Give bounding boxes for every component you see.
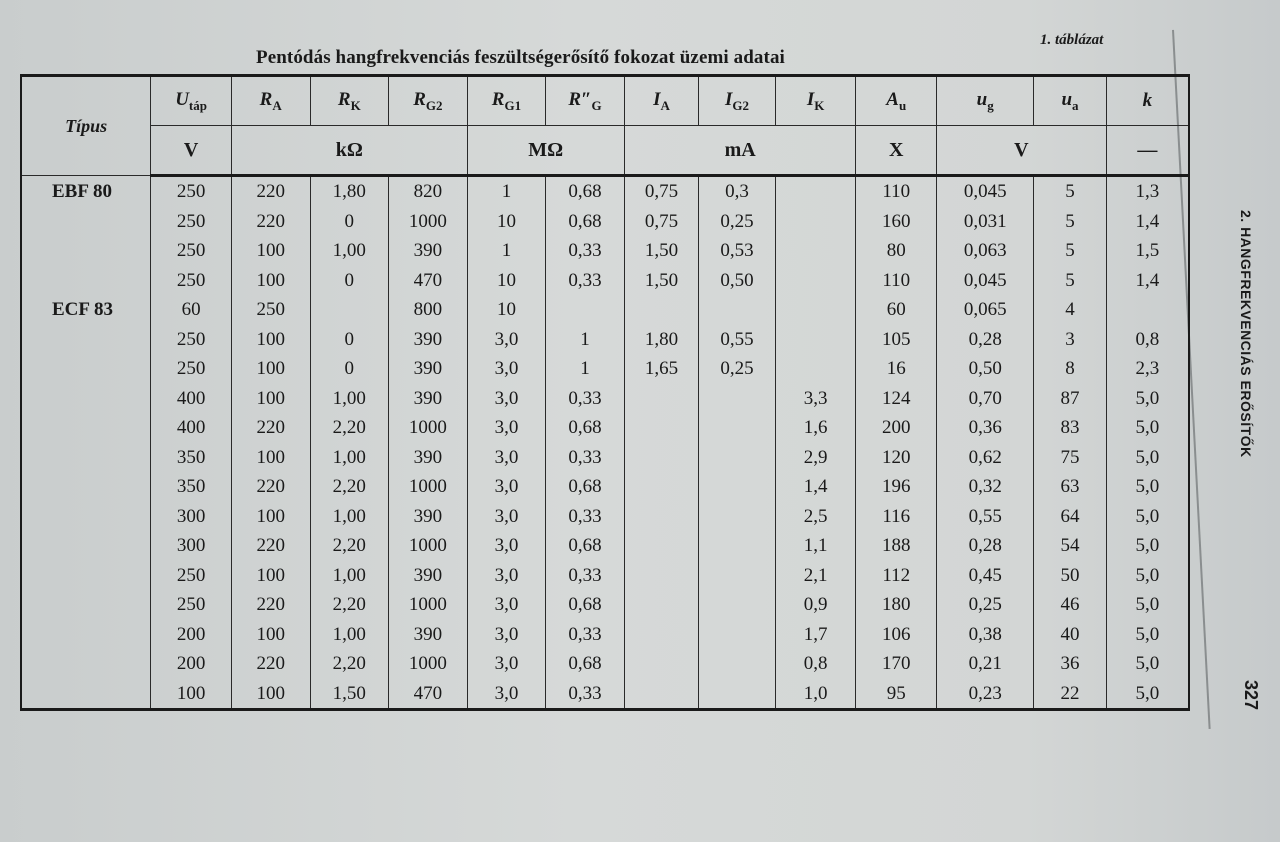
value-cell: 110: [856, 266, 937, 296]
table-row: [21, 207, 1189, 237]
value-cell: 1,5: [1106, 236, 1189, 266]
value-cell: 1,00: [310, 620, 389, 650]
type-cell: [21, 207, 151, 237]
value-cell: 0,28: [937, 531, 1034, 561]
value-cell: 1,50: [624, 266, 698, 296]
value-cell: 250: [151, 590, 232, 620]
value-cell: 3,0: [467, 679, 546, 710]
value-cell: 3,0: [467, 590, 546, 620]
header-au: $A_u$: [856, 76, 937, 126]
value-cell: 0,38: [937, 620, 1034, 650]
operating-data-table: [20, 74, 1190, 711]
value-cell: 0,33: [546, 620, 625, 650]
value-cell: 390: [389, 443, 468, 473]
value-cell: 2,20: [310, 472, 389, 502]
table-body: [21, 176, 1189, 710]
value-cell: 0: [310, 266, 389, 296]
value-cell: [546, 295, 625, 325]
value-cell: 5,0: [1106, 472, 1189, 502]
value-cell: 100: [231, 679, 310, 710]
header-ug: $u_g$: [937, 76, 1034, 126]
value-cell: 3,3: [775, 384, 856, 414]
value-cell: 3,0: [467, 502, 546, 532]
value-cell: 100: [151, 679, 232, 710]
value-cell: [775, 236, 856, 266]
value-cell: 0,33: [546, 384, 625, 414]
table-row: [21, 266, 1189, 296]
table-row: [21, 295, 1189, 325]
header-symbols-row: [21, 76, 1189, 126]
header-ra: $R_A$: [231, 76, 310, 126]
value-cell: 0: [310, 207, 389, 237]
value-cell: 800: [389, 295, 468, 325]
value-cell: [1106, 295, 1189, 325]
value-cell: [775, 325, 856, 355]
value-cell: 3: [1034, 325, 1106, 355]
header-ia: $I_A$: [624, 76, 698, 126]
value-cell: 390: [389, 620, 468, 650]
value-cell: 0,75: [624, 207, 698, 237]
value-cell: 390: [389, 354, 468, 384]
value-cell: 1,1: [775, 531, 856, 561]
value-cell: 400: [151, 384, 232, 414]
value-cell: 1,00: [310, 384, 389, 414]
value-cell: [699, 443, 776, 473]
value-cell: 100: [231, 443, 310, 473]
value-cell: 3,0: [467, 443, 546, 473]
value-cell: 60: [856, 295, 937, 325]
table-row: [21, 443, 1189, 473]
value-cell: 1,65: [624, 354, 698, 384]
table-row: [21, 649, 1189, 679]
header-ua: $u_a$: [1034, 76, 1106, 126]
value-cell: 5: [1034, 207, 1106, 237]
value-cell: [624, 443, 698, 473]
value-cell: 0,68: [546, 472, 625, 502]
table-row: [21, 679, 1189, 710]
header-k: k: [1106, 76, 1189, 126]
value-cell: 4: [1034, 295, 1106, 325]
value-cell: 220: [231, 207, 310, 237]
value-cell: 0: [310, 354, 389, 384]
value-cell: 200: [151, 620, 232, 650]
value-cell: 2,20: [310, 413, 389, 443]
value-cell: 0,53: [699, 236, 776, 266]
value-cell: 2,5: [775, 502, 856, 532]
value-cell: [310, 295, 389, 325]
value-cell: 8: [1034, 354, 1106, 384]
table-number: 1. táblázat: [1040, 32, 1104, 48]
running-chapter-heading: 2. HANGFREKVENCIÁS ERŐSÍTŐK: [1238, 210, 1254, 458]
value-cell: 0,33: [546, 266, 625, 296]
value-cell: 0,68: [546, 413, 625, 443]
value-cell: 40: [1034, 620, 1106, 650]
value-cell: 0,70: [937, 384, 1034, 414]
value-cell: 0,50: [937, 354, 1034, 384]
value-cell: 0,33: [546, 561, 625, 591]
value-cell: 220: [231, 472, 310, 502]
value-cell: 0,23: [937, 679, 1034, 710]
value-cell: 3,0: [467, 561, 546, 591]
value-cell: 1,00: [310, 236, 389, 266]
value-cell: 0,3: [699, 176, 776, 207]
value-cell: 46: [1034, 590, 1106, 620]
type-cell: [21, 384, 151, 414]
header-units-row: [21, 126, 1189, 176]
value-cell: 1,6: [775, 413, 856, 443]
value-cell: 1,4: [1106, 266, 1189, 296]
value-cell: 116: [856, 502, 937, 532]
value-cell: 0,68: [546, 590, 625, 620]
value-cell: 2,1: [775, 561, 856, 591]
value-cell: 0,33: [546, 236, 625, 266]
value-cell: [775, 354, 856, 384]
value-cell: 0,21: [937, 649, 1034, 679]
unit-x: X: [856, 126, 937, 176]
header-rg-dd: $R''_G$: [546, 76, 625, 126]
value-cell: 106: [856, 620, 937, 650]
value-cell: 1,50: [310, 679, 389, 710]
table-row: [21, 502, 1189, 532]
value-cell: 3,0: [467, 354, 546, 384]
value-cell: 1000: [389, 649, 468, 679]
value-cell: 1,7: [775, 620, 856, 650]
value-cell: 2,9: [775, 443, 856, 473]
value-cell: 1: [467, 236, 546, 266]
value-cell: [624, 620, 698, 650]
value-cell: 180: [856, 590, 937, 620]
value-cell: 1000: [389, 472, 468, 502]
value-cell: 105: [856, 325, 937, 355]
value-cell: [624, 649, 698, 679]
value-cell: 1,4: [1106, 207, 1189, 237]
value-cell: [775, 207, 856, 237]
value-cell: 1,00: [310, 443, 389, 473]
value-cell: 0,33: [546, 502, 625, 532]
type-cell: [21, 266, 151, 296]
value-cell: 110: [856, 176, 937, 207]
type-cell: [21, 561, 151, 591]
value-cell: 820: [389, 176, 468, 207]
header-rg2: $R_{G2}$: [389, 76, 468, 126]
type-cell: [21, 354, 151, 384]
value-cell: 1,80: [624, 325, 698, 355]
page-number: 327: [1241, 680, 1261, 711]
value-cell: [699, 295, 776, 325]
value-cell: 5,0: [1106, 413, 1189, 443]
value-cell: [624, 502, 698, 532]
value-cell: 220: [231, 413, 310, 443]
value-cell: 1,80: [310, 176, 389, 207]
table-row: [21, 325, 1189, 355]
table-title: Pentódás hangfrekvenciás feszültségerősítő fokozat üzemi adatai: [256, 47, 785, 68]
value-cell: 0,32: [937, 472, 1034, 502]
unit-ma: mA: [624, 126, 856, 176]
value-cell: 87: [1034, 384, 1106, 414]
value-cell: 0,36: [937, 413, 1034, 443]
value-cell: 250: [151, 207, 232, 237]
value-cell: 0,33: [546, 443, 625, 473]
value-cell: 50: [1034, 561, 1106, 591]
unit-dash: —: [1106, 126, 1189, 176]
value-cell: 5: [1034, 266, 1106, 296]
value-cell: [624, 679, 698, 710]
value-cell: 0,25: [699, 354, 776, 384]
value-cell: 1,0: [775, 679, 856, 710]
type-cell: EBF 80: [52, 180, 112, 202]
value-cell: 80: [856, 236, 937, 266]
table-row: [21, 472, 1189, 502]
value-cell: 1: [546, 354, 625, 384]
value-cell: 1000: [389, 413, 468, 443]
value-cell: 220: [231, 649, 310, 679]
value-cell: 470: [389, 266, 468, 296]
value-cell: [624, 384, 698, 414]
value-cell: [699, 472, 776, 502]
value-cell: 5,0: [1106, 649, 1189, 679]
value-cell: 0,68: [546, 531, 625, 561]
value-cell: 120: [856, 443, 937, 473]
value-cell: 5,0: [1106, 502, 1189, 532]
value-cell: 1000: [389, 207, 468, 237]
value-cell: [699, 590, 776, 620]
value-cell: 200: [856, 413, 937, 443]
unit-mohm: MΩ: [467, 126, 624, 176]
value-cell: 470: [389, 679, 468, 710]
type-cell: [21, 236, 151, 266]
value-cell: 0,50: [699, 266, 776, 296]
value-cell: 0,25: [699, 207, 776, 237]
value-cell: 250: [151, 176, 232, 207]
table-row: [21, 413, 1189, 443]
value-cell: [775, 295, 856, 325]
value-cell: 5,0: [1106, 590, 1189, 620]
value-cell: 3,0: [467, 384, 546, 414]
value-cell: [624, 531, 698, 561]
value-cell: 390: [389, 325, 468, 355]
value-cell: 0,045: [937, 266, 1034, 296]
value-cell: 0,063: [937, 236, 1034, 266]
value-cell: 3,0: [467, 472, 546, 502]
value-cell: 250: [151, 266, 232, 296]
type-cell: [21, 502, 151, 532]
value-cell: 0,28: [937, 325, 1034, 355]
table-row: [21, 531, 1189, 561]
value-cell: 350: [151, 443, 232, 473]
value-cell: 100: [231, 325, 310, 355]
table-row: [21, 561, 1189, 591]
type-cell: [21, 590, 151, 620]
value-cell: 5,0: [1106, 561, 1189, 591]
value-cell: 0,62: [937, 443, 1034, 473]
value-cell: 5: [1034, 176, 1106, 207]
value-cell: 390: [389, 502, 468, 532]
value-cell: [624, 472, 698, 502]
value-cell: 1000: [389, 590, 468, 620]
value-cell: 3,0: [467, 620, 546, 650]
value-cell: 2,20: [310, 649, 389, 679]
value-cell: 124: [856, 384, 937, 414]
unit-v: V: [151, 126, 232, 176]
value-cell: 0,9: [775, 590, 856, 620]
table-row: [21, 236, 1189, 266]
value-cell: 1: [467, 176, 546, 207]
type-cell: [21, 325, 151, 355]
value-cell: 1,4: [775, 472, 856, 502]
value-cell: 0,68: [546, 207, 625, 237]
value-cell: 1: [546, 325, 625, 355]
value-cell: [699, 561, 776, 591]
type-cell: [21, 649, 151, 679]
value-cell: [624, 590, 698, 620]
value-cell: 100: [231, 266, 310, 296]
value-cell: [624, 561, 698, 591]
table-row: [21, 384, 1189, 414]
value-cell: 300: [151, 531, 232, 561]
value-cell: 1,00: [310, 502, 389, 532]
value-cell: [699, 384, 776, 414]
table-row: [21, 176, 1189, 207]
value-cell: 100: [231, 354, 310, 384]
value-cell: 100: [231, 561, 310, 591]
value-cell: 5,0: [1106, 620, 1189, 650]
value-cell: 3,0: [467, 325, 546, 355]
value-cell: 220: [231, 176, 310, 207]
table-row: [21, 354, 1189, 384]
value-cell: 3,0: [467, 649, 546, 679]
value-cell: 60: [151, 295, 232, 325]
value-cell: 300: [151, 502, 232, 532]
value-cell: 0,045: [937, 176, 1034, 207]
value-cell: 2,3: [1106, 354, 1189, 384]
value-cell: 100: [231, 384, 310, 414]
value-cell: 5: [1034, 236, 1106, 266]
value-cell: 400: [151, 413, 232, 443]
table-row: [21, 590, 1189, 620]
value-cell: 64: [1034, 502, 1106, 532]
value-cell: 5,0: [1106, 531, 1189, 561]
value-cell: 390: [389, 236, 468, 266]
value-cell: 95: [856, 679, 937, 710]
value-cell: 196: [856, 472, 937, 502]
value-cell: [775, 176, 856, 207]
header-rg1: $R_{G1}$: [467, 76, 546, 126]
value-cell: 3,0: [467, 413, 546, 443]
value-cell: 1,3: [1106, 176, 1189, 207]
header-ik: $I_K$: [775, 76, 856, 126]
type-cell: [21, 620, 151, 650]
value-cell: 0,75: [624, 176, 698, 207]
type-cell: [21, 531, 151, 561]
value-cell: 1,50: [624, 236, 698, 266]
value-cell: 112: [856, 561, 937, 591]
value-cell: [699, 649, 776, 679]
value-cell: 220: [231, 531, 310, 561]
value-cell: 100: [231, 620, 310, 650]
value-cell: 188: [856, 531, 937, 561]
type-cell: [21, 443, 151, 473]
unit-volt: V: [937, 126, 1107, 176]
header-rk: $R_K$: [310, 76, 389, 126]
value-cell: 170: [856, 649, 937, 679]
value-cell: 350: [151, 472, 232, 502]
value-cell: [624, 295, 698, 325]
value-cell: 83: [1034, 413, 1106, 443]
value-cell: 250: [151, 325, 232, 355]
value-cell: 2,20: [310, 531, 389, 561]
value-cell: 0,33: [546, 679, 625, 710]
value-cell: 63: [1034, 472, 1106, 502]
value-cell: 0,031: [937, 207, 1034, 237]
type-cell: [21, 472, 151, 502]
value-cell: 0,8: [1106, 325, 1189, 355]
value-cell: 1000: [389, 531, 468, 561]
value-cell: 250: [231, 295, 310, 325]
value-cell: 5,0: [1106, 384, 1189, 414]
value-cell: 0,45: [937, 561, 1034, 591]
value-cell: [699, 413, 776, 443]
value-cell: 100: [231, 236, 310, 266]
value-cell: 5,0: [1106, 679, 1189, 710]
value-cell: 0,25: [937, 590, 1034, 620]
header-utap: $U_{táp}$: [151, 76, 232, 126]
value-cell: [775, 266, 856, 296]
value-cell: [699, 679, 776, 710]
value-cell: 5,0: [1106, 443, 1189, 473]
value-cell: [699, 620, 776, 650]
type-cell: ECF 83: [52, 299, 114, 321]
value-cell: 0,065: [937, 295, 1034, 325]
value-cell: [699, 502, 776, 532]
value-cell: 0,68: [546, 649, 625, 679]
value-cell: 160: [856, 207, 937, 237]
value-cell: 1,00: [310, 561, 389, 591]
value-cell: [624, 413, 698, 443]
value-cell: 220: [231, 590, 310, 620]
table-row: [21, 620, 1189, 650]
value-cell: 0,55: [699, 325, 776, 355]
value-cell: 10: [467, 295, 546, 325]
value-cell: 390: [389, 384, 468, 414]
value-cell: 250: [151, 236, 232, 266]
type-cell: [21, 413, 151, 443]
unit-kohm: kΩ: [231, 126, 467, 176]
value-cell: 54: [1034, 531, 1106, 561]
value-cell: 75: [1034, 443, 1106, 473]
value-cell: 3,0: [467, 531, 546, 561]
value-cell: 36: [1034, 649, 1106, 679]
value-cell: 22: [1034, 679, 1106, 710]
header-ig2: $I_{G2}$: [699, 76, 776, 126]
type-cell: [21, 679, 151, 710]
value-cell: 2,20: [310, 590, 389, 620]
value-cell: 10: [467, 266, 546, 296]
value-cell: 0,8: [775, 649, 856, 679]
value-cell: 250: [151, 561, 232, 591]
value-cell: 0,68: [546, 176, 625, 207]
value-cell: 0,55: [937, 502, 1034, 532]
header-type: Típus: [21, 76, 151, 176]
value-cell: 200: [151, 649, 232, 679]
value-cell: 250: [151, 354, 232, 384]
value-cell: [699, 531, 776, 561]
value-cell: 100: [231, 502, 310, 532]
value-cell: 0: [310, 325, 389, 355]
value-cell: 390: [389, 561, 468, 591]
value-cell: 10: [467, 207, 546, 237]
value-cell: 16: [856, 354, 937, 384]
